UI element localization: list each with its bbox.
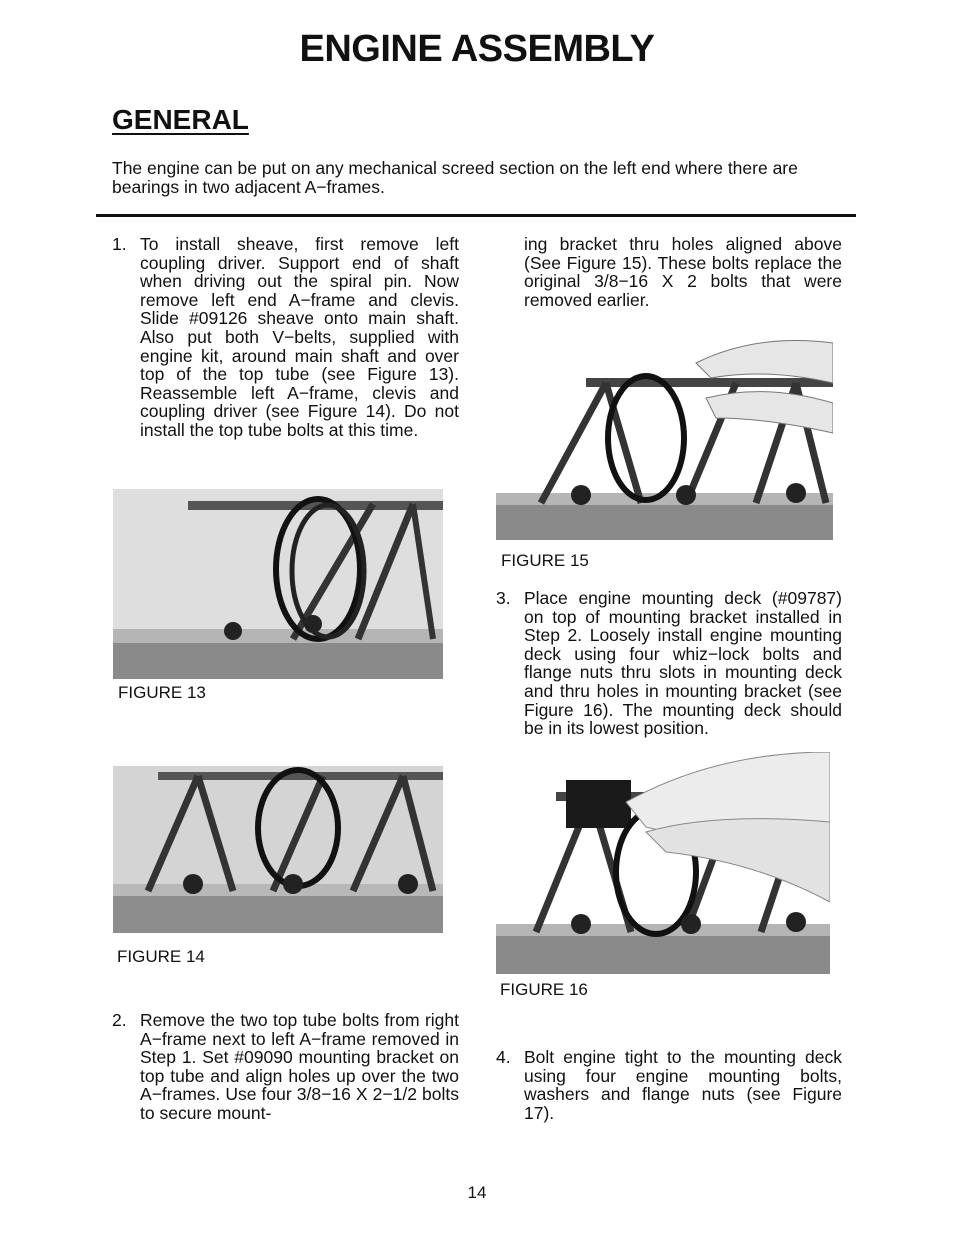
step-number: 3. [496,588,511,608]
page-number: 14 [467,1183,487,1202]
figure-13-photo [113,489,443,679]
step-number: 4. [496,1047,511,1067]
figure-13-caption: FIGURE 13 [118,683,206,702]
step-text: ing bracket thru holes aligned above (See Figure 15). These bolts replace the original 3/8−16 X 2 bolts that were removed earlier. [524,234,842,310]
figure-14-caption: FIGURE 14 [117,947,205,966]
step-1 [112,235,459,440]
divider-rule [96,214,856,217]
step-text: To install sheave, first remove left coupling driver. Support end of shaft when driving out the spiral pin. Now remove left end A−frame and clevis. Slide #09126 sheave onto main shaft. Also put both V−belts, supplied with engine kit, around main shaft and over top of the top tube (see Figure 13). Reassemble left A−frame, clevis and coupling driver (see Figure 14). Do not install the top tube bolts at this time. [140,234,459,440]
figure-14-photo [113,766,443,933]
step-4 [496,1048,842,1122]
step-2-continued [496,235,842,309]
step-text: Bolt engine tight to the mounting deck using four engine mounting bolts, washers and flange nuts (see Figure 17). [524,1047,842,1123]
step-3 [496,589,842,738]
figure-16-caption: FIGURE 16 [500,980,588,999]
step-2 [112,1011,459,1123]
figure-15-caption: FIGURE 15 [501,551,589,570]
page-title: ENGINE ASSEMBLY [299,28,655,70]
intro-paragraph: The engine can be put on any mechanical screed section on the left end where there are bearings in two adjacent A−frames. [112,158,798,197]
figure-16-photo [496,752,830,974]
step-number: 2. [112,1010,127,1030]
step-text: Remove the two top tube bolts from right A−frame next to left A−frame removed in Step 1. Set #09090 mounting bracket on top tube and align holes up over the two A−frames. Use four 3/8−16 X 2−1/2 bolts to secure mount- [140,1010,459,1123]
step-text: Place engine mounting deck (#09787) on top of mounting bracket installed in Step 2. Loosely install engine mounting deck using four whiz−lock bolts and flange nuts thru slots in mounting deck and thru holes in mounting bracket (see Figure 16). The mounting deck should be in its lowest position. [524,588,842,739]
section-heading: GENERAL [112,104,249,135]
step-number: 1. [112,234,127,254]
figure-15-photo [496,323,833,540]
